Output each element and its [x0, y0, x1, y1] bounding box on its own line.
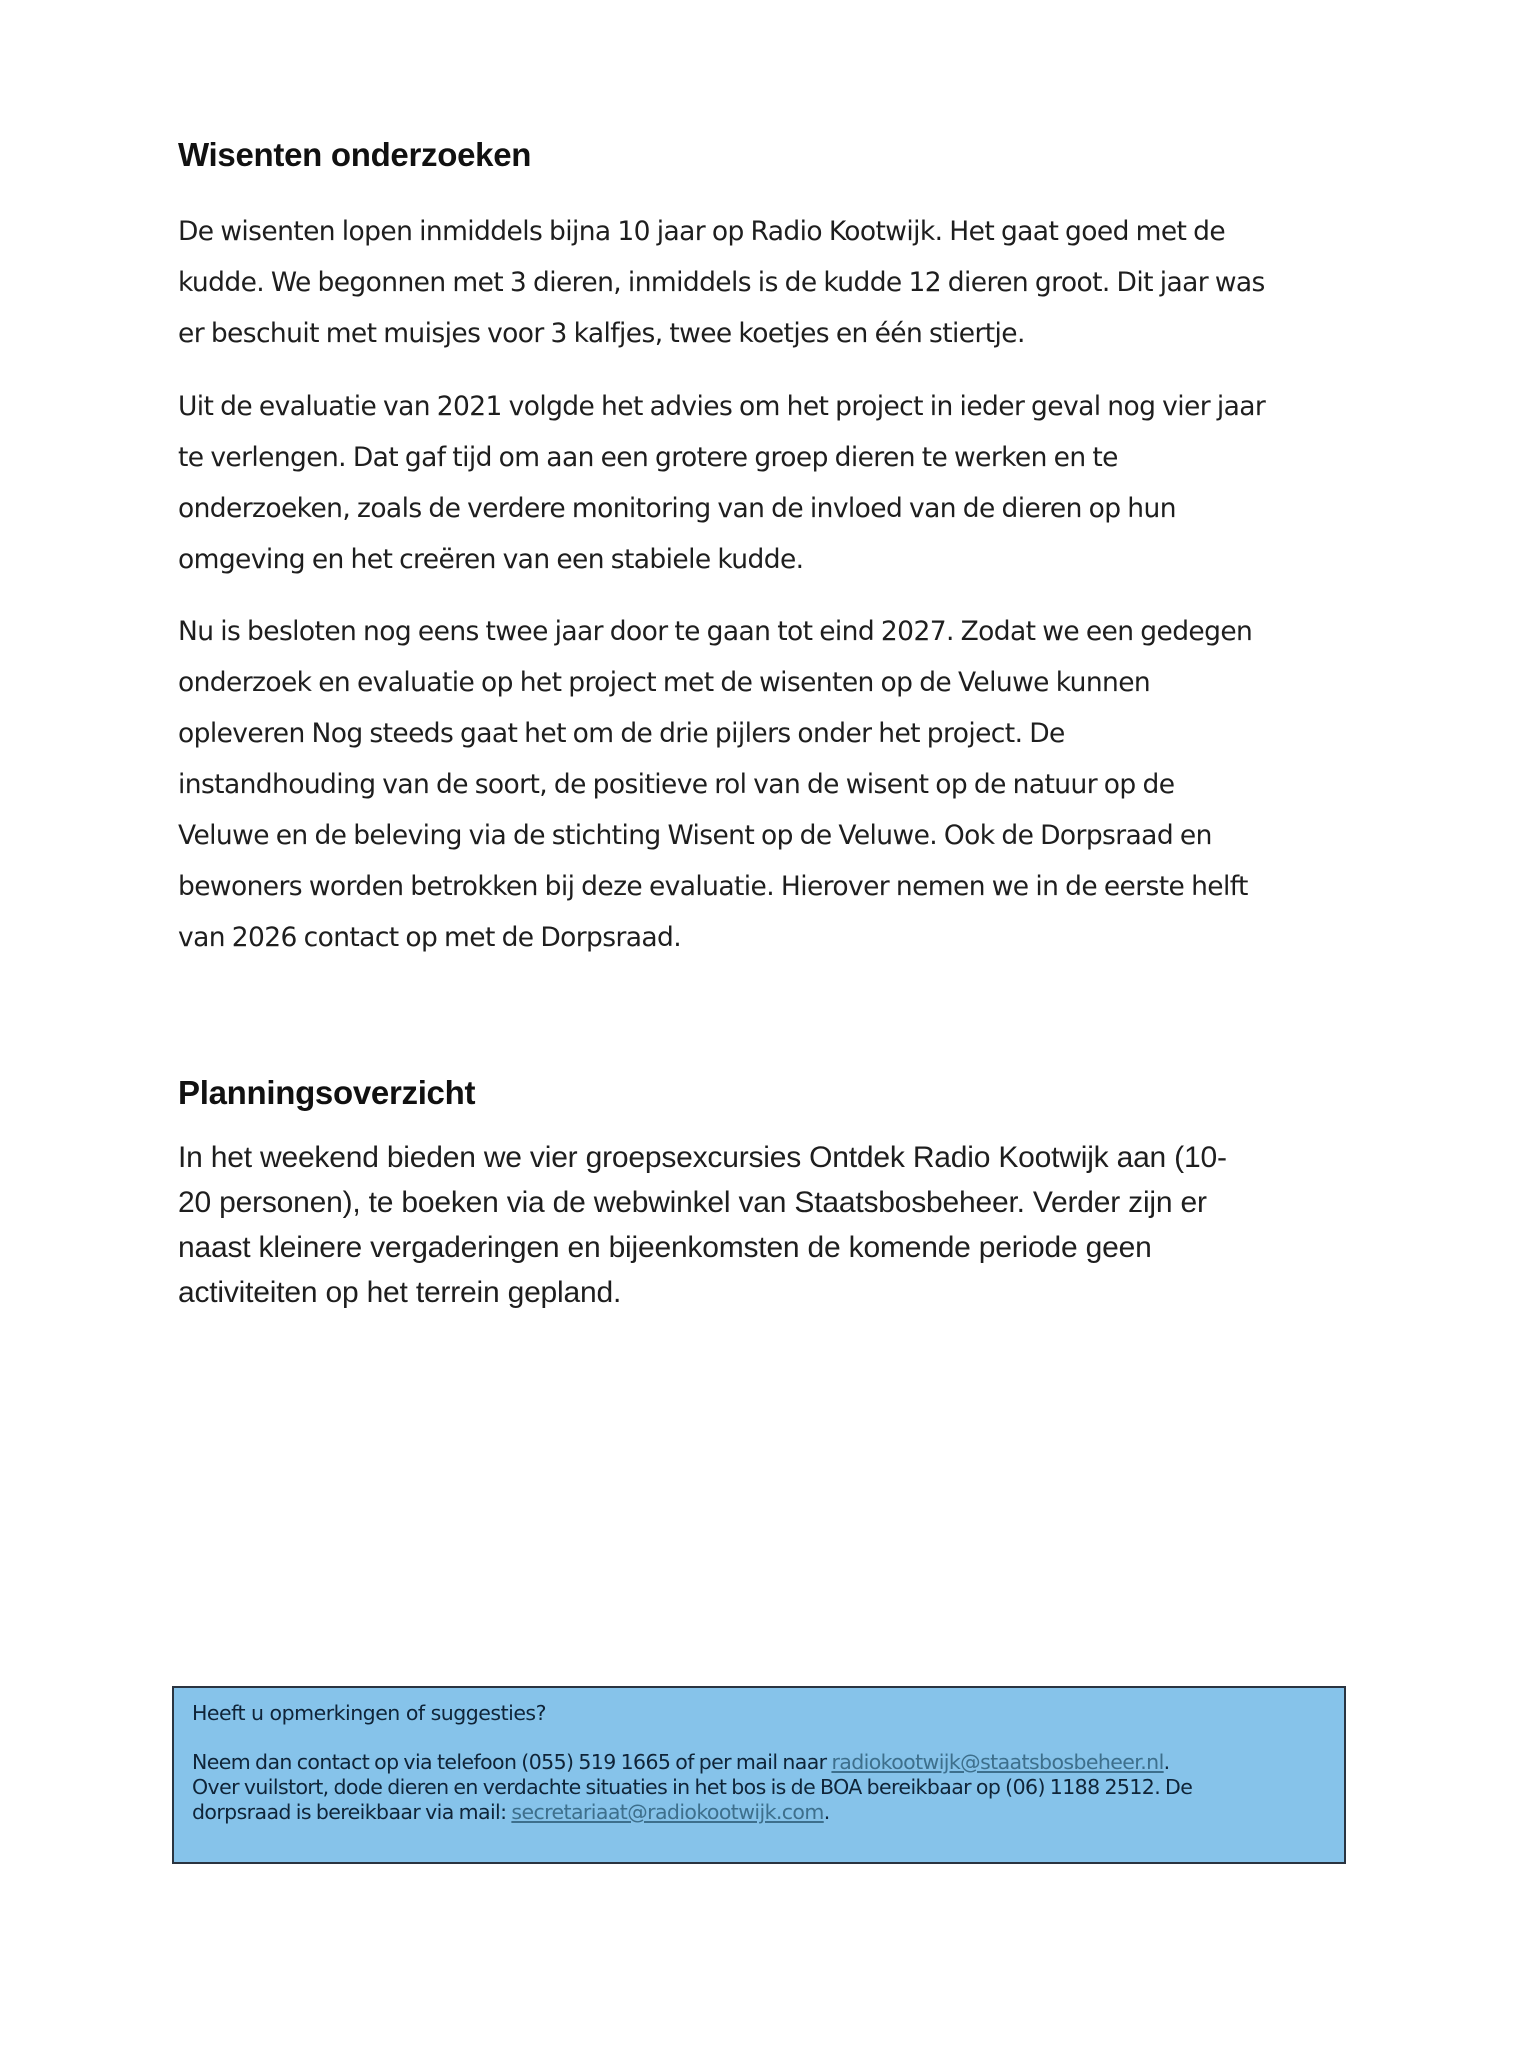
section-heading-planning: Planningsoverzicht [178, 1074, 476, 1111]
text-line: onderzoek en evaluatie op het project met de wisenten op de Veluwe kunnen [178, 667, 1151, 698]
text-line: instandhouding van de soort, de positieve rol van de wisent op de natuur op de [178, 769, 1175, 800]
text-line: activiteiten op het terrein gepland. [178, 1276, 622, 1309]
text-line: van 2026 contact op met de Dorpsraad. [178, 922, 682, 953]
section-heading-wisenten: Wisenten onderzoeken [178, 136, 532, 173]
contact-line-text: dorpsraad is bereikbaar via mail: [192, 1800, 512, 1824]
contact-line-phone-email [192, 1750, 1192, 1775]
paragraph-1 [178, 206, 1478, 359]
text-line: Nu is besloten nog eens twee jaar door te gaan tot eind 2027. Zodat we een gedegen [178, 616, 1253, 647]
text-line: bewoners worden betrokken bij deze evaluatie. Hierover nemen we in de eerste helft [178, 871, 1248, 902]
text-line: omgeving en het creëren van een stabiele kudde. [178, 544, 804, 575]
contact-line-dorpsraad [192, 1800, 1192, 1825]
text-line: er beschuit met muisjes voor 3 kalfjes, twee koetjes en één stiertje. [178, 318, 1025, 349]
text-line: 20 personen), te boeken via de webwinkel van Staatsbosbeheer. Verder zijn er [178, 1186, 1207, 1219]
text-line: De wisenten lopen inmiddels bijna 10 jaar op Radio Kootwijk. Het gaat goed met de [178, 216, 1226, 247]
text-line: onderzoeken, zoals de verdere monitoring van de invloed van de dieren op hun [178, 493, 1176, 524]
paragraph-3 [178, 606, 1478, 963]
text-line: Uit de evaluatie van 2021 volgde het advies om het project in ieder geval nog vier jaar [178, 391, 1266, 422]
paragraph-2 [178, 381, 1478, 585]
text-line: Veluwe en de beleving via de stichting Wisent op de Veluwe. Ook de Dorpsraad en [178, 820, 1212, 851]
planning-paragraph [178, 1135, 1478, 1315]
contact-box-title: Heeft u opmerkingen of suggesties? [192, 1701, 546, 1725]
contact-line-text: Neem dan contact op via telefoon (055) 519 1665 of per mail naar [192, 1750, 832, 1774]
text-line: kudde. We begonnen met 3 dieren, inmiddels is de kudde 12 dieren groot. Dit jaar was [178, 267, 1265, 298]
contact-line-boa: Over vuilstort, dode dieren en verdachte situaties in het bos is de BOA bereikbaar op (06) 1188 2512. De [192, 1775, 1193, 1799]
contact-box-body [192, 1750, 1192, 1825]
text-line: te verlengen. Dat gaf tijd om aan een grotere groep dieren te werken en te [178, 442, 1118, 473]
contact-info-box [172, 1686, 1346, 1864]
punctuation: . [1163, 1750, 1170, 1774]
email-link-staatsbosbeheer[interactable]: radiokootwijk@staatsbosbeheer.nl [831, 1750, 1164, 1774]
text-line: naast kleinere vergaderingen en bijeenkomsten de komende periode geen [178, 1231, 1152, 1264]
email-link-dorpsraad[interactable]: secretariaat@radiokootwijk.com [511, 1800, 824, 1824]
text-line: opleveren Nog steeds gaat het om de drie pijlers onder het project. De [178, 718, 1065, 749]
text-line: In het weekend bieden we vier groepsexcursies Ontdek Radio Kootwijk aan (10- [178, 1141, 1227, 1174]
punctuation: . [823, 1800, 830, 1824]
